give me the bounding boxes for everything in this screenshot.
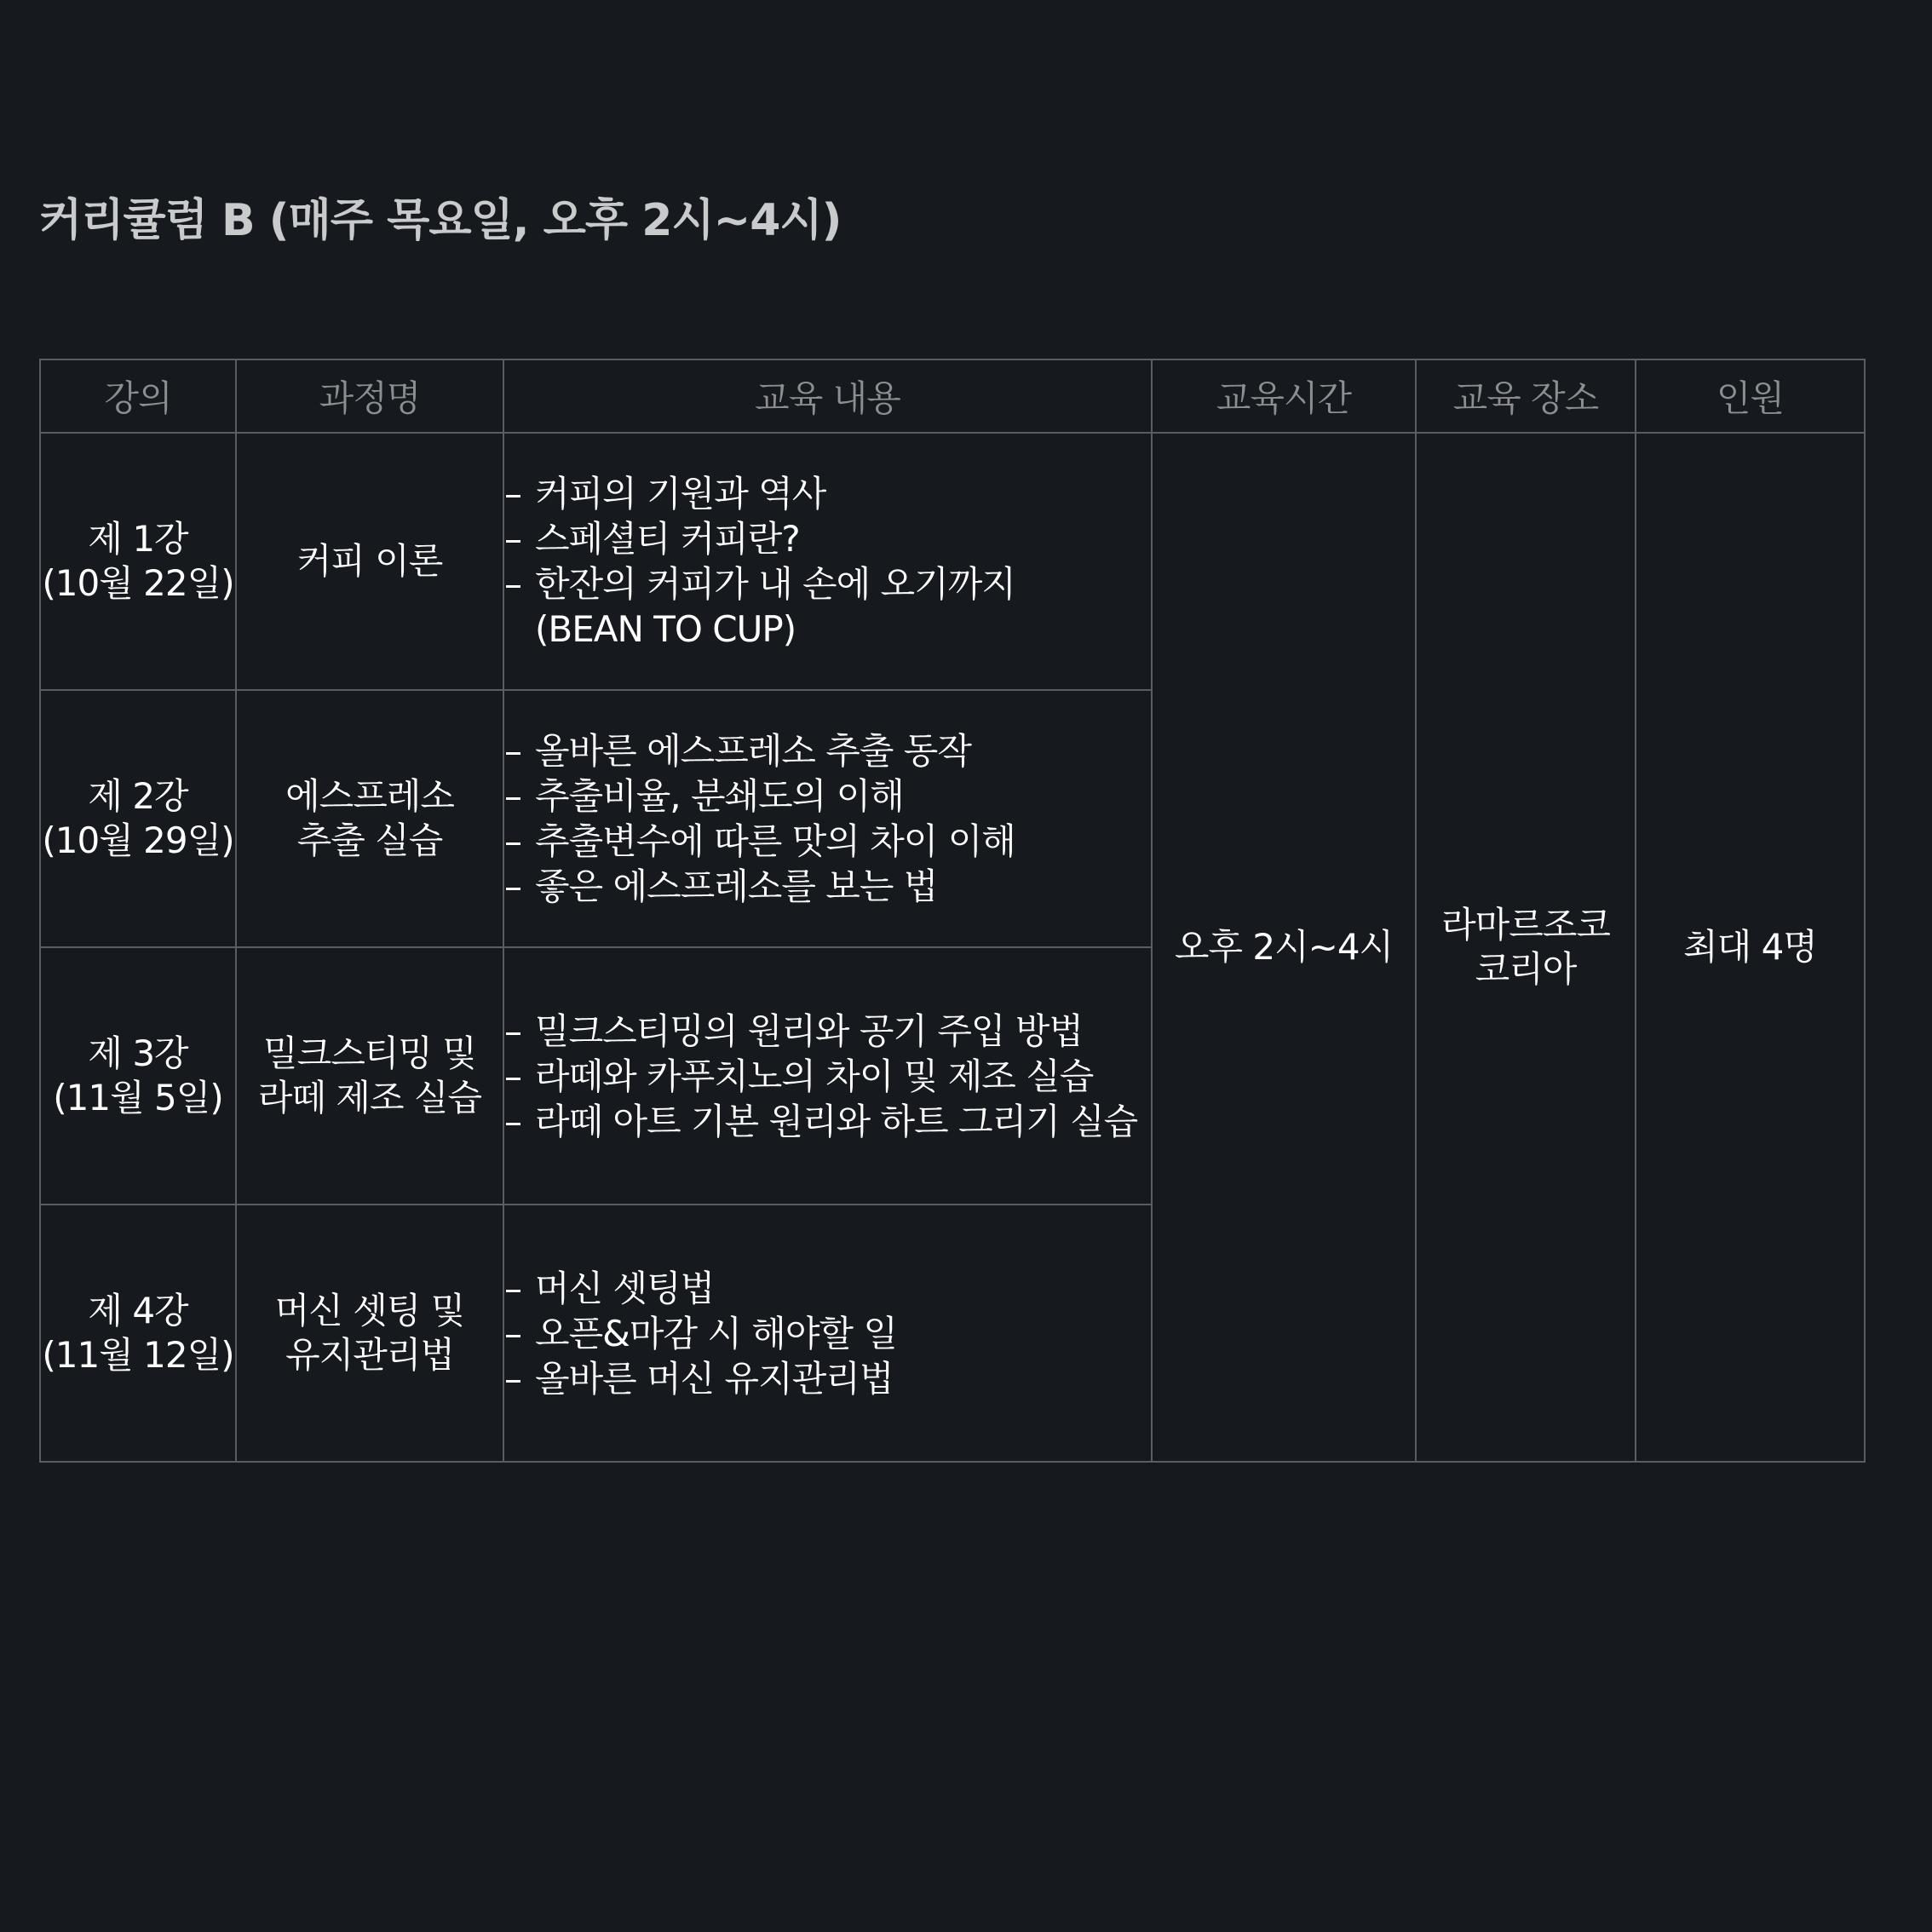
content-item: – 올바른 에스프레소 추출 동작: [504, 728, 1151, 773]
table-row: [40, 433, 1865, 690]
lecture-date: (10월 29일): [42, 819, 234, 861]
table-header-row: [40, 359, 1865, 433]
location-cell: [1416, 433, 1636, 1462]
content-item-text: – 한잔의 커피가 내 손에 오기까지: [535, 563, 1015, 605]
lecture-number: 제 3강: [88, 1032, 188, 1074]
header-location: 교육 장소: [1416, 359, 1636, 433]
location-line: 코리아: [1475, 948, 1577, 990]
course-cell: [236, 690, 503, 947]
lecture-number: 제 2강: [88, 775, 188, 817]
content-item: – 라떼와 카푸치노의 차이 및 제조 실습: [504, 1054, 1151, 1099]
course-cell: [236, 1205, 503, 1462]
content-item: – 라떼 아트 기본 원리와 하트 그리기 실습: [504, 1099, 1151, 1144]
header-time: 교육시간: [1152, 359, 1416, 433]
location-line: 라마르조코: [1441, 904, 1610, 946]
lecture-number: 제 1강: [88, 518, 188, 560]
page-title: 커리큘럼 B (매주 목요일, 오후 2시~4시): [39, 195, 842, 246]
lecture-date: (10월 22일): [42, 562, 234, 604]
course-name: 머신 셋팅 및: [274, 1290, 465, 1331]
content-item: – 스페셜티 커피란?: [504, 516, 1151, 561]
content-cell: [503, 433, 1152, 690]
content-cell: [503, 1205, 1152, 1462]
capacity-cell: [1636, 433, 1865, 1462]
lecture-cell: [40, 1205, 236, 1462]
content-item: – 추출비율, 분쇄도의 이해: [504, 773, 1151, 819]
header-content: 교육 내용: [503, 359, 1152, 433]
content-item: – 오픈&마감 시 해야할 일: [504, 1311, 1151, 1356]
lecture-date: (11월 5일): [53, 1077, 223, 1118]
content-list: [504, 1009, 1151, 1144]
course-name: 라떼 제조 실습: [257, 1077, 482, 1118]
lecture-cell: [40, 433, 236, 690]
course-name: 커피 이론: [296, 540, 443, 582]
course-name: 유지관리법: [285, 1334, 454, 1376]
header-lecture: 강의: [40, 359, 236, 433]
content-item: – 추출변수에 따른 맛의 차이 이해: [504, 819, 1151, 864]
course-name: 밀크스티밍 및: [263, 1032, 476, 1074]
content-list: [504, 728, 1151, 909]
curriculum-table: [39, 359, 1866, 1463]
content-item: – 커피의 기원과 역사: [504, 471, 1151, 516]
content-item: – 머신 셋팅법: [504, 1266, 1151, 1311]
content-list: [504, 1266, 1151, 1401]
capacity: 최대 4명: [1683, 926, 1817, 968]
course-name: 추출 실습: [296, 819, 443, 861]
education-time: 오후 2시~4시: [1174, 926, 1394, 968]
course-cell: [236, 433, 503, 690]
lecture-number: 제 4강: [88, 1290, 188, 1331]
content-item: – 좋은 에스프레소를 보는 법: [504, 864, 1151, 909]
content-list: [504, 471, 1151, 652]
content-cell: [503, 690, 1152, 947]
header-capacity: 인원: [1636, 359, 1865, 433]
course-cell: [236, 947, 503, 1205]
lecture-cell: [40, 690, 236, 947]
content-item: – 올바른 머신 유지관리법: [504, 1356, 1151, 1401]
content-item: – 밀크스티밍의 원리와 공기 주입 방법: [504, 1009, 1151, 1054]
course-name: 에스프레소: [285, 775, 454, 817]
header-course-name: 과정명: [236, 359, 503, 433]
content-item-continuation: (BEAN TO CUP): [535, 608, 796, 650]
lecture-cell: [40, 947, 236, 1205]
time-cell: [1152, 433, 1416, 1462]
lecture-date: (11월 12일): [42, 1334, 234, 1376]
content-cell: [503, 947, 1152, 1205]
content-item: [504, 561, 1151, 652]
